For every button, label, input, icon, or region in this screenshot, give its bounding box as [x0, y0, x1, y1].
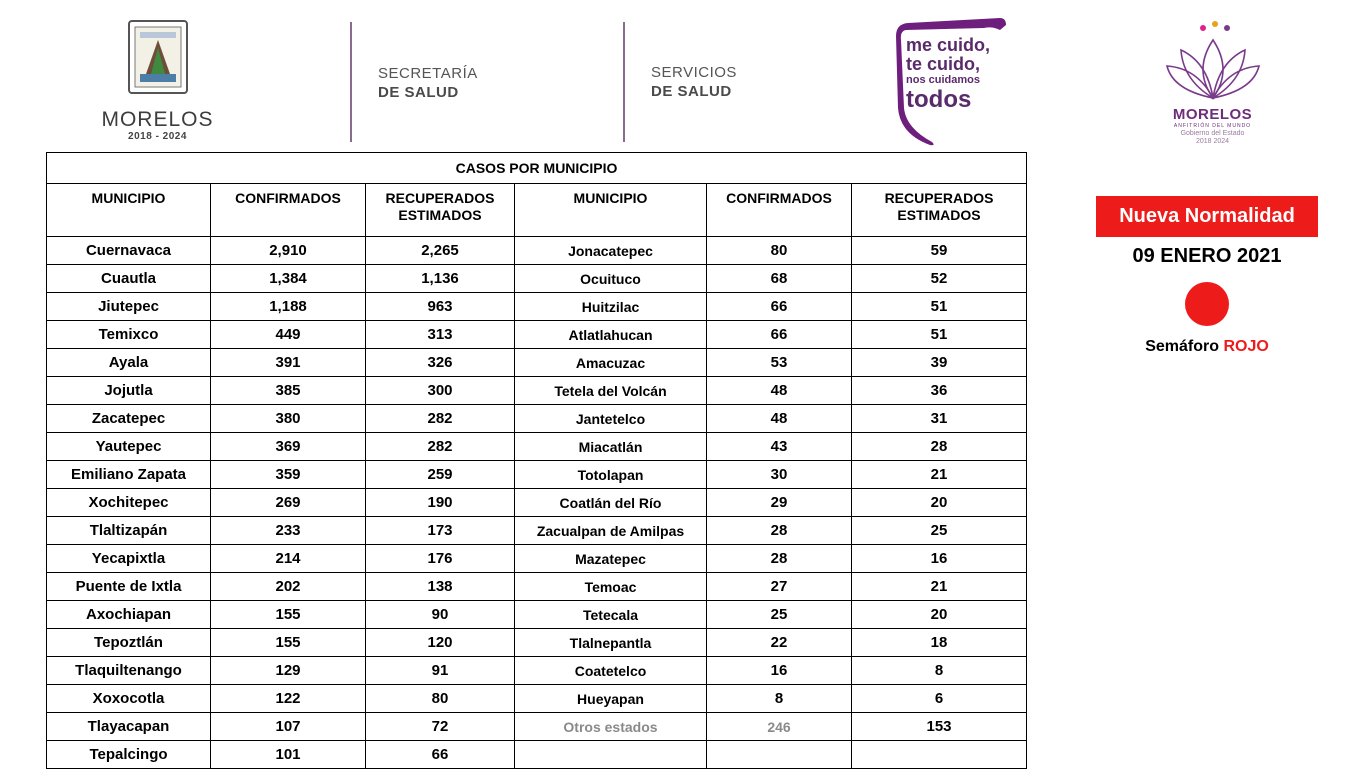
campaign-line4: todos [906, 86, 972, 113]
recuperados-cell: 90 [366, 601, 515, 629]
campaign-badge [892, 16, 1010, 148]
recuperados-cell: 190 [366, 489, 515, 517]
confirmados-cell: 68 [707, 265, 852, 293]
municipio-cell: Zacatepec [47, 405, 211, 433]
recuperados-cell: 16 [852, 545, 1027, 573]
confirmados-cell: 25 [707, 601, 852, 629]
confirmados-cell: 155 [211, 629, 366, 657]
municipio-cell: Tlaquiltenango [47, 657, 211, 685]
confirmados-cell: 359 [211, 461, 366, 489]
recuperados-cell: 2,265 [366, 237, 515, 265]
municipio-cell: Tlaltizapán [47, 517, 211, 545]
recuperados-cell: 313 [366, 321, 515, 349]
confirmados-cell: 122 [211, 685, 366, 713]
table-row [47, 573, 1027, 601]
municipio-cell: Tlayacapan [47, 713, 211, 741]
municipio-cell: Jojutla [47, 377, 211, 405]
table-row [47, 461, 1027, 489]
semaforo-label: Semáforo [1145, 338, 1219, 355]
municipio-cell: Cuautla [47, 265, 211, 293]
recuperados-cell: 59 [852, 237, 1027, 265]
municipio-cell: Temixco [47, 321, 211, 349]
brand-logo-name: MORELOS [1172, 106, 1253, 123]
confirmados-cell: 1,384 [211, 265, 366, 293]
table-row [47, 377, 1027, 405]
recuperados-cell: 259 [366, 461, 515, 489]
column-header: MUNICIPIO [515, 184, 707, 237]
divider [350, 22, 352, 142]
header [0, 0, 1366, 150]
campaign-line2: te cuido, [906, 54, 981, 74]
municipio-cell: Xoxocotla [47, 685, 211, 713]
recuperados-cell: 39 [852, 349, 1027, 377]
confirmados-cell: 155 [211, 601, 366, 629]
servicios-logo [651, 63, 737, 101]
municipio-cell: Ayala [47, 349, 211, 377]
confirmados-cell [707, 741, 852, 769]
column-header: CONFIRMADOS [211, 184, 366, 237]
status-panel [1096, 196, 1318, 356]
recuperados-cell: 282 [366, 405, 515, 433]
recuperados-cell: 91 [366, 657, 515, 685]
municipio-cell: Miacatlán [515, 433, 707, 461]
municipio-cell: Coatetelco [515, 657, 707, 685]
semaforo-value: ROJO [1223, 338, 1269, 355]
recuperados-cell: 18 [852, 629, 1027, 657]
municipio-cell: Totolapan [515, 461, 707, 489]
recuperados-cell: 28 [852, 433, 1027, 461]
confirmados-cell: 246 [707, 713, 852, 741]
table-row [47, 489, 1027, 517]
recuperados-cell: 51 [852, 321, 1027, 349]
state-logo [95, 18, 220, 146]
recuperados-cell: 138 [366, 573, 515, 601]
semaforo-status [1096, 338, 1318, 356]
recuperados-cell: 326 [366, 349, 515, 377]
municipio-cell: Jiutepec [47, 293, 211, 321]
confirmados-cell: 269 [211, 489, 366, 517]
semaforo-indicator [1185, 282, 1229, 326]
secretaria-line2: DE SALUD [378, 84, 459, 101]
recuperados-cell [852, 741, 1027, 769]
nueva-normalidad-badge: Nueva Normalidad [1096, 196, 1318, 237]
recuperados-cell: 300 [366, 377, 515, 405]
column-header: RECUPERADOS ESTIMADOS [852, 184, 1027, 237]
recuperados-cell: 21 [852, 573, 1027, 601]
table-row [47, 517, 1027, 545]
municipio-cell: Zacualpan de Amilpas [515, 517, 707, 545]
confirmados-cell: 101 [211, 741, 366, 769]
table-row [47, 601, 1027, 629]
municipio-cell: Tepalcingo [47, 741, 211, 769]
recuperados-cell: 52 [852, 265, 1027, 293]
confirmados-cell: 66 [707, 321, 852, 349]
municipio-cell: Cuernavaca [47, 237, 211, 265]
column-header: MUNICIPIO [47, 184, 211, 237]
brand-logo-tagline: ANFITRIÓN DEL MUNDO [1173, 123, 1252, 129]
state-logo-name: MORELOS [101, 108, 214, 131]
recuperados-cell: 72 [366, 713, 515, 741]
table-row [47, 433, 1027, 461]
recuperados-cell: 173 [366, 517, 515, 545]
municipio-cell: Tlalnepantla [515, 629, 707, 657]
municipio-cell: Mazatepec [515, 545, 707, 573]
municipio-cell: Coatlán del Río [515, 489, 707, 517]
confirmados-cell: 22 [707, 629, 852, 657]
confirmados-cell: 48 [707, 377, 852, 405]
column-header: CONFIRMADOS [707, 184, 852, 237]
confirmados-cell: 380 [211, 405, 366, 433]
brand-logo-years: 2018 2024 [1195, 138, 1230, 145]
municipio-cell [515, 741, 707, 769]
table-row [47, 349, 1027, 377]
divider [623, 22, 625, 142]
brand-logo [1160, 20, 1265, 150]
table-row [47, 713, 1027, 741]
table-row [47, 265, 1027, 293]
confirmados-cell: 29 [707, 489, 852, 517]
recuperados-cell: 36 [852, 377, 1027, 405]
municipio-cell: Yautepec [47, 433, 211, 461]
recuperados-cell: 176 [366, 545, 515, 573]
lotus-logo-icon [1163, 20, 1263, 100]
municipio-cell: Hueyapan [515, 685, 707, 713]
confirmados-cell: 129 [211, 657, 366, 685]
recuperados-cell: 963 [366, 293, 515, 321]
recuperados-cell: 51 [852, 293, 1027, 321]
municipio-cell: Otros estados [515, 713, 707, 741]
confirmados-cell: 369 [211, 433, 366, 461]
brand-logo-gov: Gobierno del Estado [1180, 130, 1245, 137]
confirmados-cell: 2,910 [211, 237, 366, 265]
confirmados-cell: 28 [707, 517, 852, 545]
municipio-cell: Yecapixtla [47, 545, 211, 573]
campaign-line3: nos cuidamos [906, 74, 980, 86]
table-row [47, 293, 1027, 321]
recuperados-cell: 1,136 [366, 265, 515, 293]
confirmados-cell: 391 [211, 349, 366, 377]
municipio-cell: Emiliano Zapata [47, 461, 211, 489]
table-row [47, 657, 1027, 685]
table-row [47, 741, 1027, 769]
municipio-cell: Puente de Ixtla [47, 573, 211, 601]
table-row [47, 405, 1027, 433]
confirmados-cell: 16 [707, 657, 852, 685]
recuperados-cell: 8 [852, 657, 1027, 685]
confirmados-cell: 1,188 [211, 293, 366, 321]
confirmados-cell: 107 [211, 713, 366, 741]
recuperados-cell: 153 [852, 713, 1027, 741]
confirmados-cell: 28 [707, 545, 852, 573]
recuperados-cell: 120 [366, 629, 515, 657]
confirmados-cell: 66 [707, 293, 852, 321]
confirmados-cell: 30 [707, 461, 852, 489]
recuperados-cell: 31 [852, 405, 1027, 433]
column-header: RECUPERADOS ESTIMADOS [366, 184, 515, 237]
confirmados-cell: 214 [211, 545, 366, 573]
confirmados-cell: 43 [707, 433, 852, 461]
cases-table [46, 152, 1027, 769]
report-date: 09 ENERO 2021 [1132, 245, 1282, 267]
campaign-line1: me cuido, [906, 35, 991, 55]
state-shield-icon [126, 18, 190, 96]
table-row [47, 237, 1027, 265]
confirmados-cell: 53 [707, 349, 852, 377]
confirmados-cell: 80 [707, 237, 852, 265]
table-header-row [47, 184, 1027, 237]
recuperados-cell: 20 [852, 489, 1027, 517]
recuperados-cell: 80 [366, 685, 515, 713]
confirmados-cell: 27 [707, 573, 852, 601]
table-row [47, 545, 1027, 573]
table-row [47, 321, 1027, 349]
municipio-cell: Huitzilac [515, 293, 707, 321]
recuperados-cell: 282 [366, 433, 515, 461]
servicios-line2: DE SALUD [651, 83, 732, 100]
confirmados-cell: 449 [211, 321, 366, 349]
municipio-cell: Axochiapan [47, 601, 211, 629]
confirmados-cell: 48 [707, 405, 852, 433]
municipio-cell: Temoac [515, 573, 707, 601]
servicios-line1: SERVICIOS [651, 64, 737, 81]
municipio-cell: Tetela del Volcán [515, 377, 707, 405]
recuperados-cell: 6 [852, 685, 1027, 713]
secretaria-line1: SECRETARÍA [378, 65, 478, 82]
municipio-cell: Amacuzac [515, 349, 707, 377]
recuperados-cell: 21 [852, 461, 1027, 489]
municipio-cell: Jonacatepec [515, 237, 707, 265]
municipio-cell: Tepoztlán [47, 629, 211, 657]
confirmados-cell: 202 [211, 573, 366, 601]
confirmados-cell: 385 [211, 377, 366, 405]
municipio-cell: Ocuituco [515, 265, 707, 293]
recuperados-cell: 25 [852, 517, 1027, 545]
municipio-cell: Atlatlahucan [515, 321, 707, 349]
state-logo-years: 2018 - 2024 [128, 131, 187, 142]
table-row [47, 629, 1027, 657]
recuperados-cell: 20 [852, 601, 1027, 629]
municipio-cell: Xochitepec [47, 489, 211, 517]
table-row [47, 685, 1027, 713]
municipio-cell: Jantetelco [515, 405, 707, 433]
confirmados-cell: 233 [211, 517, 366, 545]
campaign-text [906, 36, 990, 113]
confirmados-cell: 8 [707, 685, 852, 713]
municipio-cell: Tetecala [515, 601, 707, 629]
recuperados-cell: 66 [366, 741, 515, 769]
secretaria-logo [378, 64, 478, 102]
table-title: CASOS POR MUNICIPIO [47, 153, 1027, 184]
